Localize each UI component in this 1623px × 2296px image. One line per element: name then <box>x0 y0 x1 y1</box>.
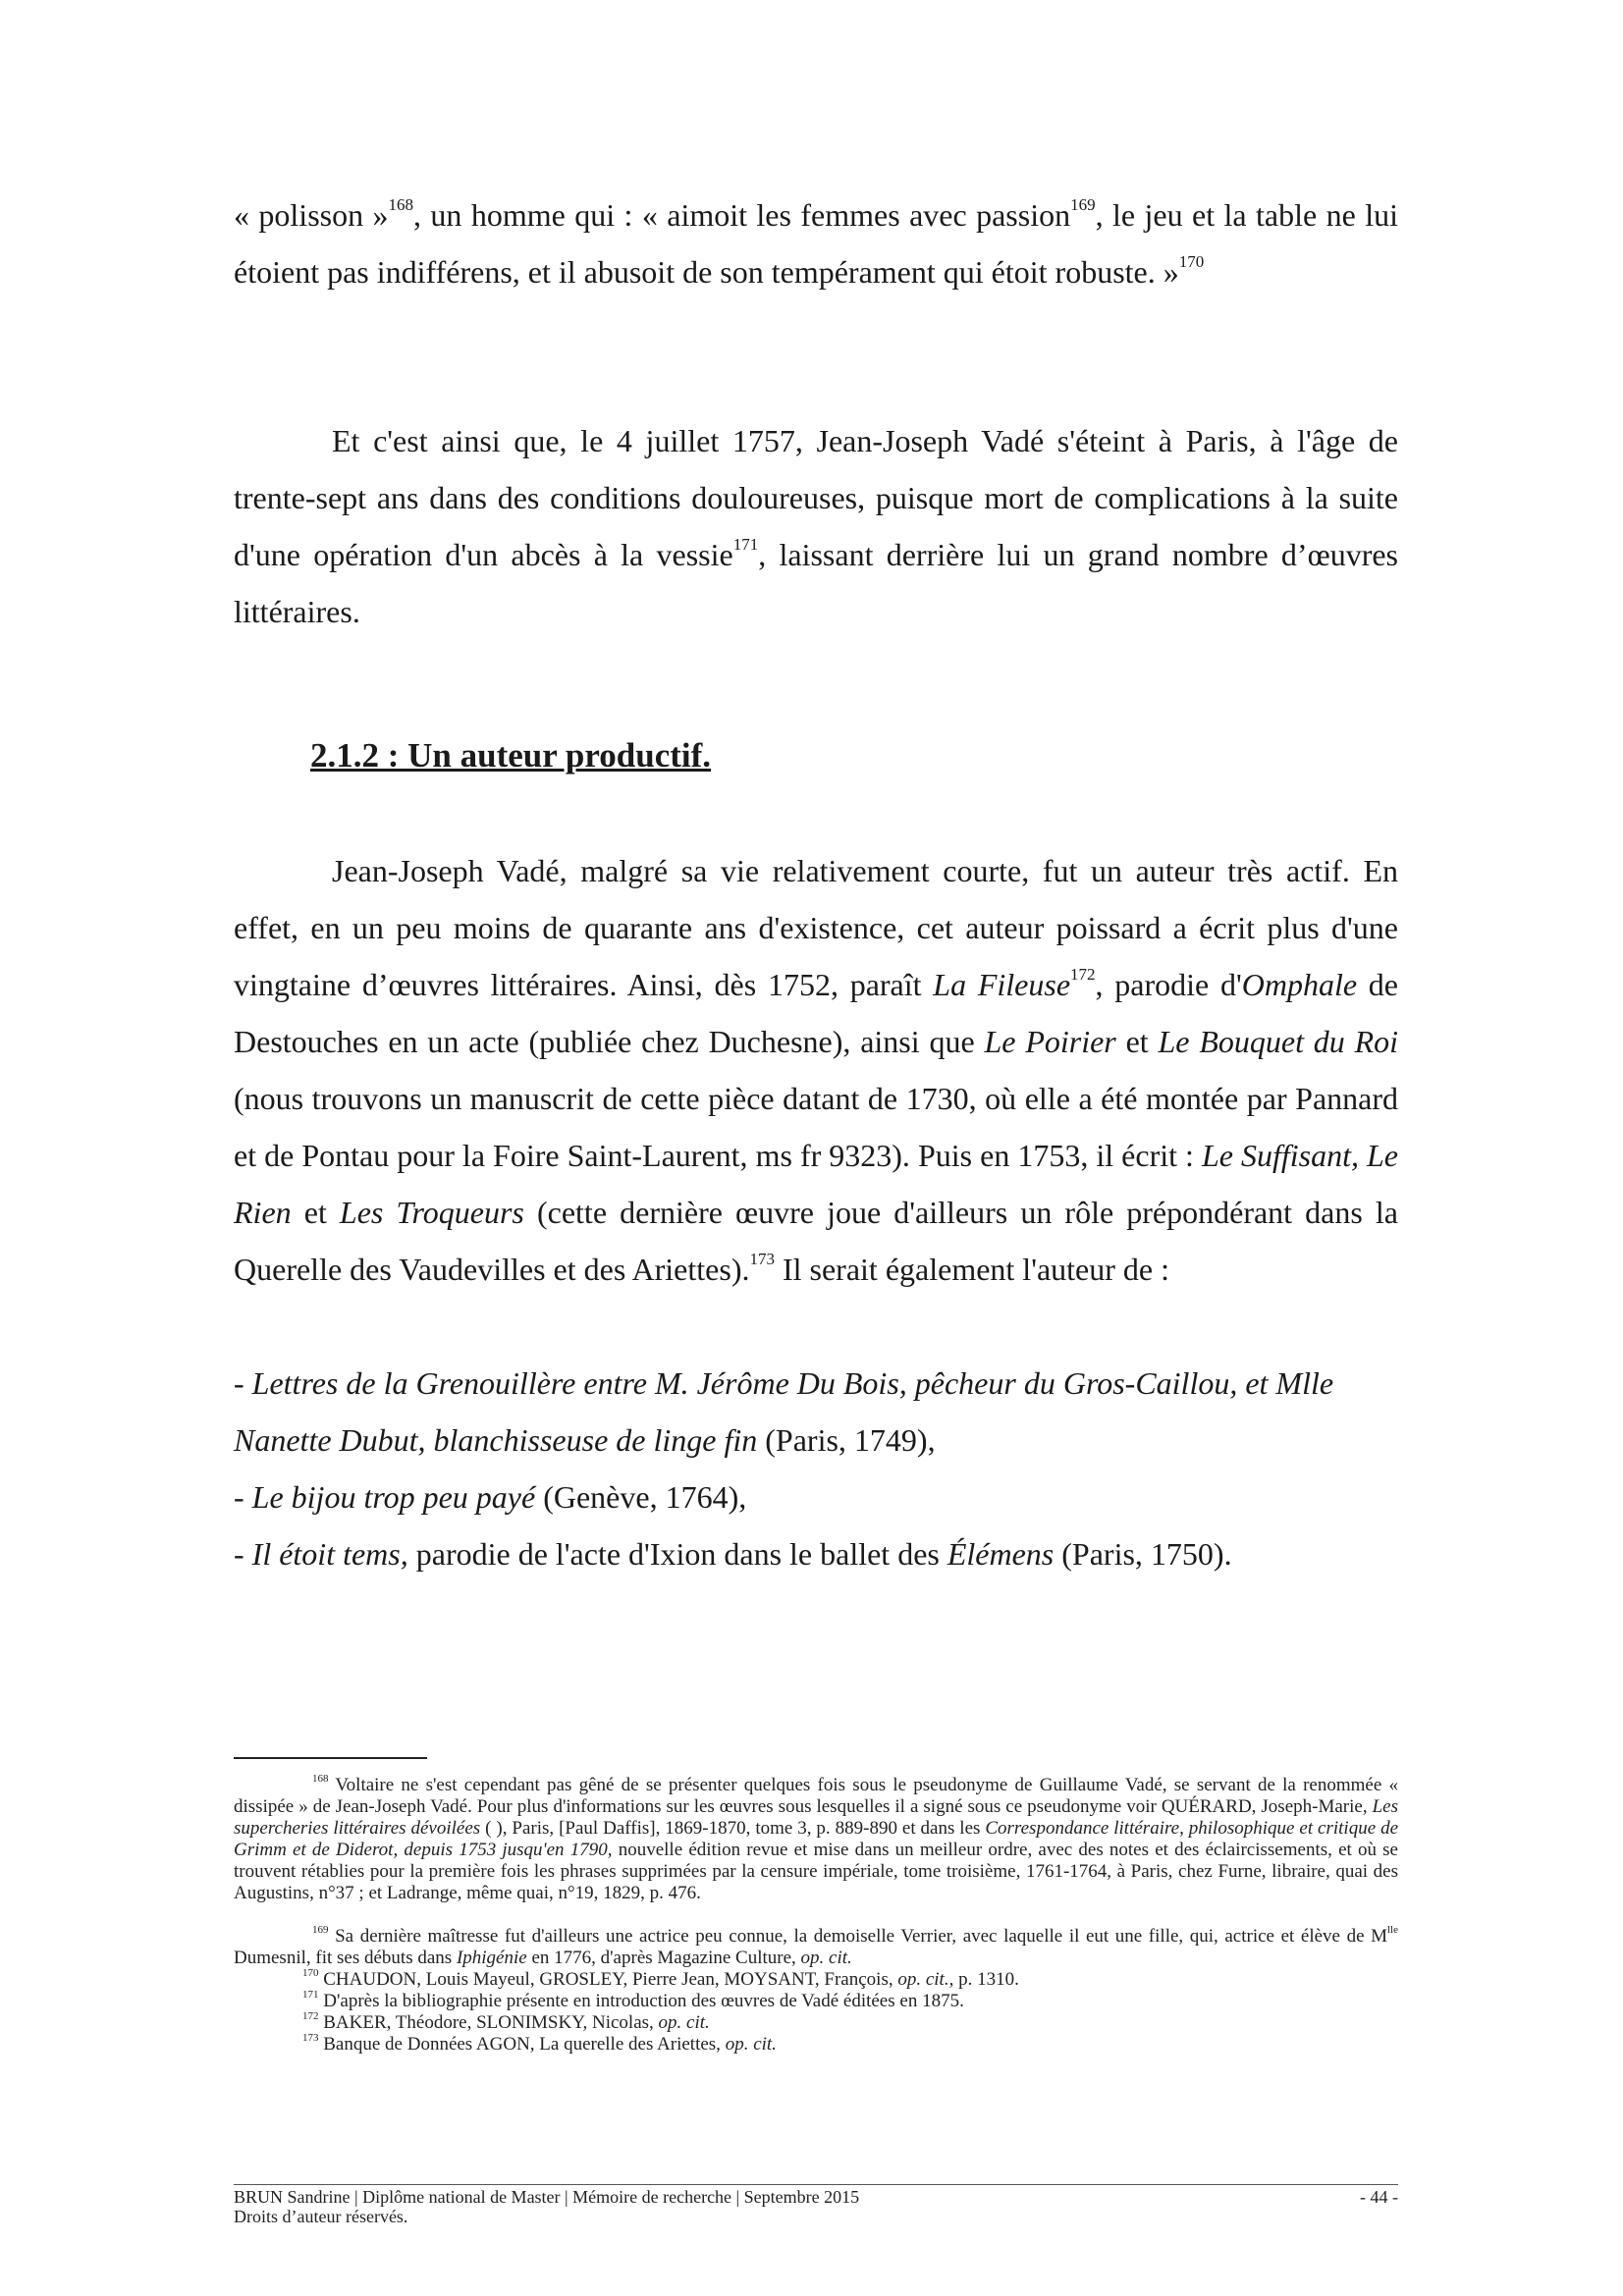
paragraph-text: et <box>1115 1024 1159 1059</box>
footnote-text: Sa dernière maîtresse fut d'ailleurs une actrice peu connue, la demoiselle Verrier, avec laquelle il eut une fille, qui, actrice et élève de M <box>328 1926 1387 1947</box>
paragraph-text: Jean-Joseph Vadé, malgré sa vie relativement courte, fut un auteur très actif. En effet, en un peu moins de quarante ans d'existence, cet auteur poissard a écrit plus d'une vingtaine d’œuvres littéraires. Ainsi, dès 1752, paraît <box>234 853 1398 1002</box>
list-item <box>234 1525 1398 1582</box>
paragraph-text: (cette dernière œuvre joue d'ailleurs un rôle prépondérant dans la Querelle des Vaudevilles et des Ariettes). <box>234 1195 1398 1287</box>
paragraph-text: , laissant derrière lui un grand nombre d’œuvres littéraires. <box>234 537 1399 629</box>
footnote-ref-171[interactable]: 171 <box>732 535 759 555</box>
footnote-ref-170[interactable]: 170 <box>1178 252 1205 272</box>
footnote-text: Dumesnil, fit ses débuts dans <box>234 1948 457 1968</box>
footnote-number: 172 <box>302 2009 319 2022</box>
footnote-italic: Iphigénie <box>456 1948 527 1968</box>
footer-rights: Droits d’auteur réservés. <box>234 2207 408 2226</box>
footnote-number: 169 <box>312 1923 329 1936</box>
list-item <box>234 1468 1398 1525</box>
footnote-text: Banque de Données AGON, La querelle des Ariettes, <box>318 2034 726 2055</box>
footnote-text: en 1776, d'après Magazine Culture, <box>526 1948 801 1968</box>
work-title: Lettres de la Grenouillère entre M. Jérôme Du Bois, pêcheur du Gros-Caillou, et Mlle Nanette Dubut, blanchisseuse de linge fin <box>234 1365 1334 1458</box>
paragraph-text: de Destouches en un acte (publiée chez Duchesne), ainsi que <box>234 967 1399 1059</box>
footnote-text: CHAUDON, Louis Mayeul, GROSLEY, Pierre Jean, MOYSANT, François, <box>318 1969 898 1990</box>
work-title: Élémens <box>947 1536 1055 1572</box>
paragraph-text: , un homme qui : « aimoit les femmes avec passion <box>413 197 1071 233</box>
footnote-italic: op. cit. <box>725 2034 777 2055</box>
footnote-italic: op. cit. <box>800 1948 852 1968</box>
list-dash: - <box>234 1479 252 1515</box>
footnote-italic: op. cit. <box>658 2012 710 2033</box>
work-title: Il étoit tems, <box>251 1536 408 1572</box>
footnote-italic: Correspondance littéraire, philosophique et critique de Grimm et de Diderot, depuis 1753 jusqu'en 1790, <box>234 1818 1399 1860</box>
section-heading: 2.1.2 : Un auteur productif. <box>310 736 712 774</box>
footnote-superscript: lle <box>1387 1923 1398 1936</box>
paragraph-text: , parodie d' <box>1095 967 1242 1002</box>
footer-line: BRUN Sandrine | Diplôme national de Master | Mémoire de recherche | Septembre 2015 <box>234 2187 860 2207</box>
footnote-ref-172[interactable]: 172 <box>1070 965 1096 985</box>
paragraph-text: (nous trouvons un manuscrit de cette pièce datant de 1730, où elle a été montée par Pannard et de Pontau pour la Foire Saint-Laurent, ms fr 9323). Puis en 1753, il écrit : <box>234 1081 1398 1173</box>
footnote-ref-173[interactable]: 173 <box>749 1250 775 1269</box>
footnote-text: D'après la bibliographie présente en introduction des œuvres de Vadé éditées en 1875. <box>318 1991 964 2011</box>
footnote-italic: op. cit. <box>897 1969 949 1990</box>
footnote-text: , p. 1310. <box>948 1969 1019 1990</box>
paragraph-1 <box>234 187 1398 300</box>
page-number: - 44 - <box>1360 2187 1398 2207</box>
work-title: Le Poirier <box>984 1024 1116 1059</box>
footnote-number: 171 <box>302 1988 319 2001</box>
paragraph-text: Et c'est ainsi que, le 4 juillet 1757, Jean-Joseph Vadé s'éteint à Paris, à l'âge de trente-sept ans dans des conditions douloureuses, puisque mort de complications à la suite d'une opération d'un abcès à la vessie <box>234 423 1398 572</box>
paragraph-text: et <box>291 1195 340 1230</box>
list-item-text: (Genève, 1764), <box>535 1479 747 1515</box>
footnote-number: 173 <box>302 2031 319 2044</box>
work-title: Le Bouquet du Roi <box>1158 1024 1399 1059</box>
footnotes <box>234 1772 1399 2056</box>
footer-credits <box>234 2187 859 2226</box>
footnote-text: nouvelle édition revue et mise dans un meilleur ordre, avec des notes et des éclaircissements, et où se trouvent rétablies pour la première fois les phrases supprimées par la censure impériale, tome troisième, 1761-1764, à Paris, chez Furne, libraire, quai des Augustins, n°37 ; et Ladrange, même quai, n°19, 1829, p. 476. <box>234 1840 1398 1903</box>
footnote-text: ( ), Paris, [Paul Daffis], 1869-1870, tome 3, p. 889-890 et dans les <box>480 1818 986 1839</box>
list-item <box>234 1355 1398 1468</box>
footnote-separator <box>234 1757 427 1759</box>
list-dash: - <box>234 1536 252 1572</box>
footnote-number: 170 <box>302 1966 319 1979</box>
footer-separator <box>234 2184 1398 2185</box>
paragraph-2 <box>234 412 1398 640</box>
works-list <box>234 1355 1398 1582</box>
list-dash: - <box>234 1365 252 1401</box>
footnote-173 <box>234 2031 1398 2056</box>
paragraph-text: « polisson » <box>234 197 389 233</box>
footnote-ref-168[interactable]: 168 <box>388 195 414 215</box>
list-item-text: (Paris, 1749), <box>757 1422 936 1458</box>
paragraph-text: , le jeu et la table ne lui étoient pas indifférens, et il abusoit de son tempérament qui étoit robuste. » <box>234 197 1399 290</box>
work-title: La Fileuse <box>933 967 1071 1002</box>
footnote-169 <box>234 1923 1398 1969</box>
work-title: Le Suffisant, Le Rien <box>234 1138 1399 1230</box>
footnote-italic: Les supercheries littéraires dévoilées <box>234 1796 1398 1839</box>
footnote-ref-169[interactable]: 169 <box>1070 195 1096 215</box>
footnote-168 <box>234 1772 1399 1904</box>
paragraph-3 <box>234 842 1398 1298</box>
list-item-text: (Paris, 1750). <box>1054 1536 1232 1572</box>
paragraph-text: Il serait également l'auteur de : <box>774 1252 1169 1287</box>
footnote-text: BAKER, Théodore, SLONIMSKY, Nicolas, <box>318 2012 659 2033</box>
list-item-text: parodie de l'acte d'Ixion dans le ballet des <box>407 1536 947 1572</box>
work-title: Omphale <box>1241 967 1358 1002</box>
footnote-gap <box>234 1904 1398 1926</box>
footnote-text: Voltaire ne s'est cependant pas gêné de se présenter quelques fois sous le pseudonyme de Guillaume Vadé, se servant de la renommée « dissipée » de Jean-Joseph Vadé. Pour plus d'informations sur les œuvres sous lesquelles il a signé sous ce pseudonyme voir QUÉRARD, Joseph-Marie, <box>234 1775 1398 1817</box>
page-footer <box>234 2187 1398 2226</box>
footnote-171 <box>234 1988 1398 2012</box>
work-title: Le bijou trop peu payé <box>251 1479 536 1515</box>
work-title: Les Troqueurs <box>339 1195 524 1230</box>
footnote-number: 168 <box>312 1772 329 1785</box>
footnote-170 <box>234 1966 1398 1991</box>
footnote-172 <box>234 2009 1398 2034</box>
